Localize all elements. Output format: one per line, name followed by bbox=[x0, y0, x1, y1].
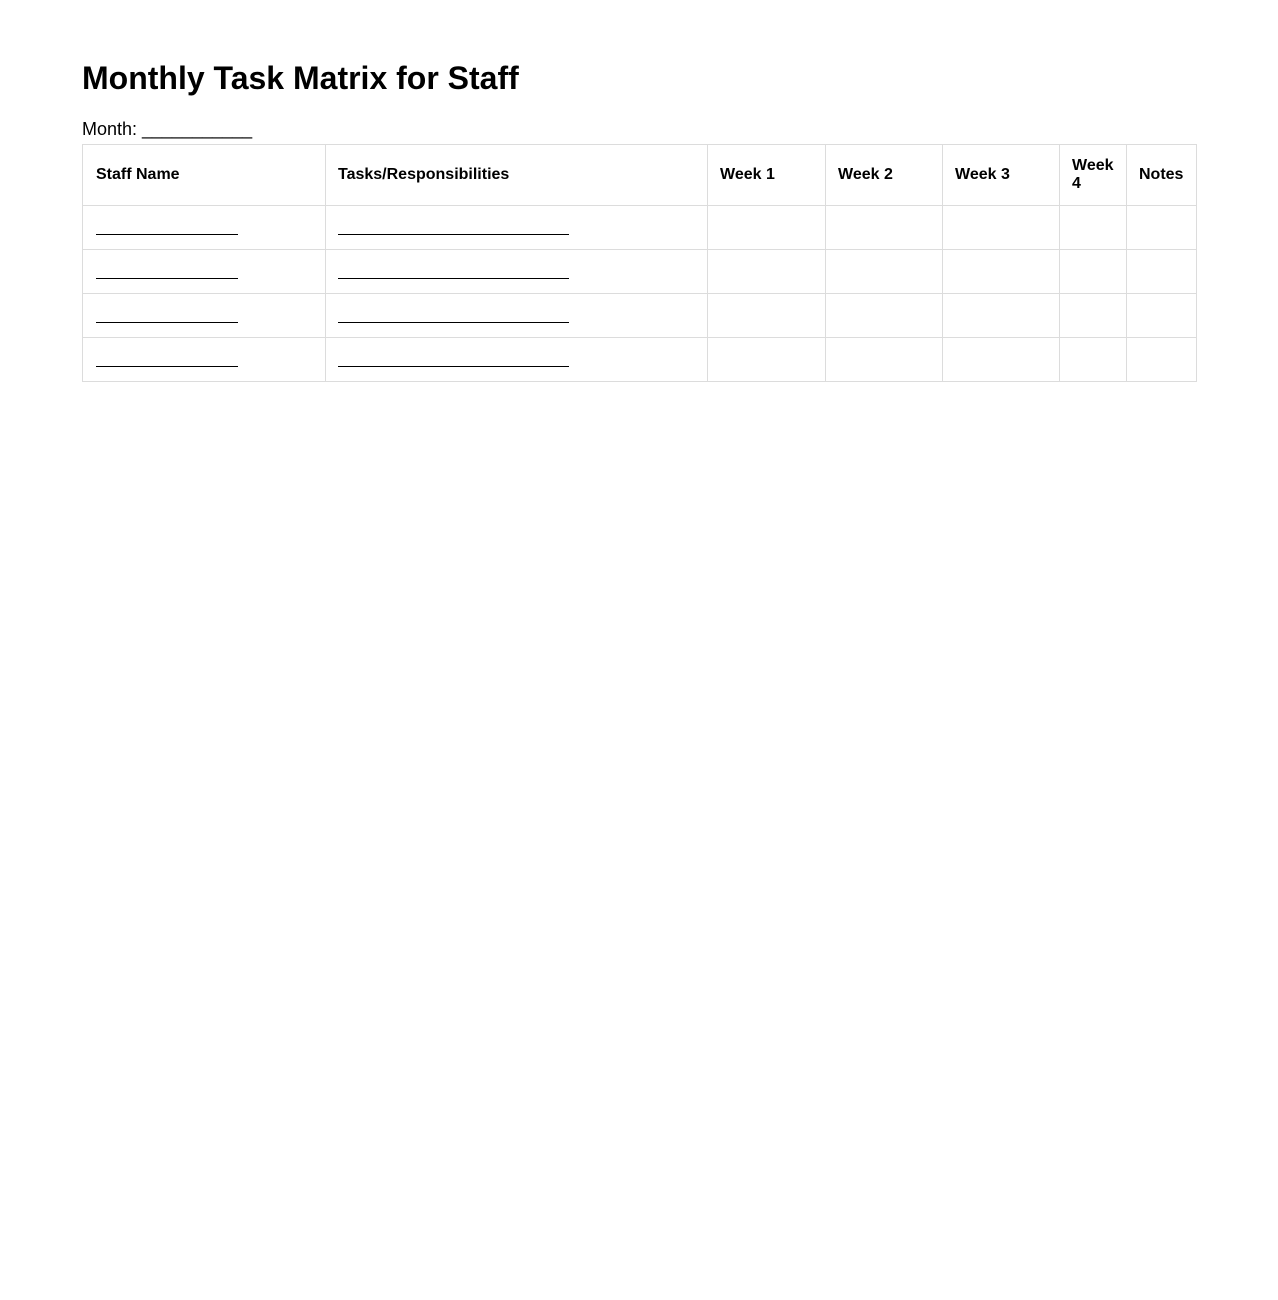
column-header-week-3: Week 3 bbox=[943, 145, 1060, 206]
month-field[interactable]: Month: ___________ bbox=[82, 119, 253, 139]
tasks-blank[interactable] bbox=[338, 250, 569, 279]
week-1-cell[interactable] bbox=[708, 250, 826, 294]
tasks-cell[interactable] bbox=[326, 294, 708, 338]
table-row bbox=[83, 294, 1197, 338]
staff-name-blank[interactable] bbox=[96, 206, 238, 235]
week-3-cell[interactable] bbox=[943, 206, 1060, 250]
week-3-cell[interactable] bbox=[943, 338, 1060, 382]
page-title: Monthly Task Matrix for Staff bbox=[82, 60, 519, 96]
week-3-cell[interactable] bbox=[943, 294, 1060, 338]
week-2-cell[interactable] bbox=[826, 338, 943, 382]
week-4-cell[interactable] bbox=[1060, 250, 1127, 294]
document-page bbox=[0, 0, 1196, 382]
header-row bbox=[83, 145, 1197, 206]
staff-name-cell[interactable] bbox=[83, 294, 326, 338]
tasks-cell[interactable] bbox=[326, 338, 708, 382]
staff-name-blank[interactable] bbox=[96, 250, 238, 279]
table-row bbox=[83, 206, 1197, 250]
tasks-cell[interactable] bbox=[326, 206, 708, 250]
staff-name-cell[interactable] bbox=[83, 338, 326, 382]
week-3-cell[interactable] bbox=[943, 250, 1060, 294]
tasks-blank[interactable] bbox=[338, 206, 569, 235]
week-1-cell[interactable] bbox=[708, 338, 826, 382]
staff-name-blank[interactable] bbox=[96, 294, 238, 323]
column-header-week-4: Week 4 bbox=[1060, 145, 1127, 206]
table-header bbox=[83, 145, 1197, 206]
column-header-week-2: Week 2 bbox=[826, 145, 943, 206]
table-row bbox=[83, 250, 1197, 294]
week-2-cell[interactable] bbox=[826, 206, 943, 250]
column-header-staff-name: Staff Name bbox=[83, 145, 326, 206]
tasks-blank[interactable] bbox=[338, 338, 569, 367]
staff-name-cell[interactable] bbox=[83, 206, 326, 250]
week-4-cell[interactable] bbox=[1060, 206, 1127, 250]
staff-name-blank[interactable] bbox=[96, 338, 238, 367]
week-1-cell[interactable] bbox=[708, 294, 826, 338]
week-1-cell[interactable] bbox=[708, 206, 826, 250]
task-matrix-table bbox=[82, 144, 1197, 382]
notes-cell[interactable] bbox=[1127, 338, 1197, 382]
table-body bbox=[83, 206, 1197, 382]
staff-name-cell[interactable] bbox=[83, 250, 326, 294]
week-2-cell[interactable] bbox=[826, 250, 943, 294]
table-row bbox=[83, 338, 1197, 382]
column-header-week-1: Week 1 bbox=[708, 145, 826, 206]
tasks-blank[interactable] bbox=[338, 294, 569, 323]
notes-cell[interactable] bbox=[1127, 250, 1197, 294]
week-2-cell[interactable] bbox=[826, 294, 943, 338]
notes-cell[interactable] bbox=[1127, 206, 1197, 250]
tasks-cell[interactable] bbox=[326, 250, 708, 294]
column-header-notes: Notes bbox=[1127, 145, 1197, 206]
week-4-cell[interactable] bbox=[1060, 338, 1127, 382]
notes-cell[interactable] bbox=[1127, 294, 1197, 338]
week-4-cell[interactable] bbox=[1060, 294, 1127, 338]
column-header-tasks: Tasks/Responsibilities bbox=[326, 145, 708, 206]
